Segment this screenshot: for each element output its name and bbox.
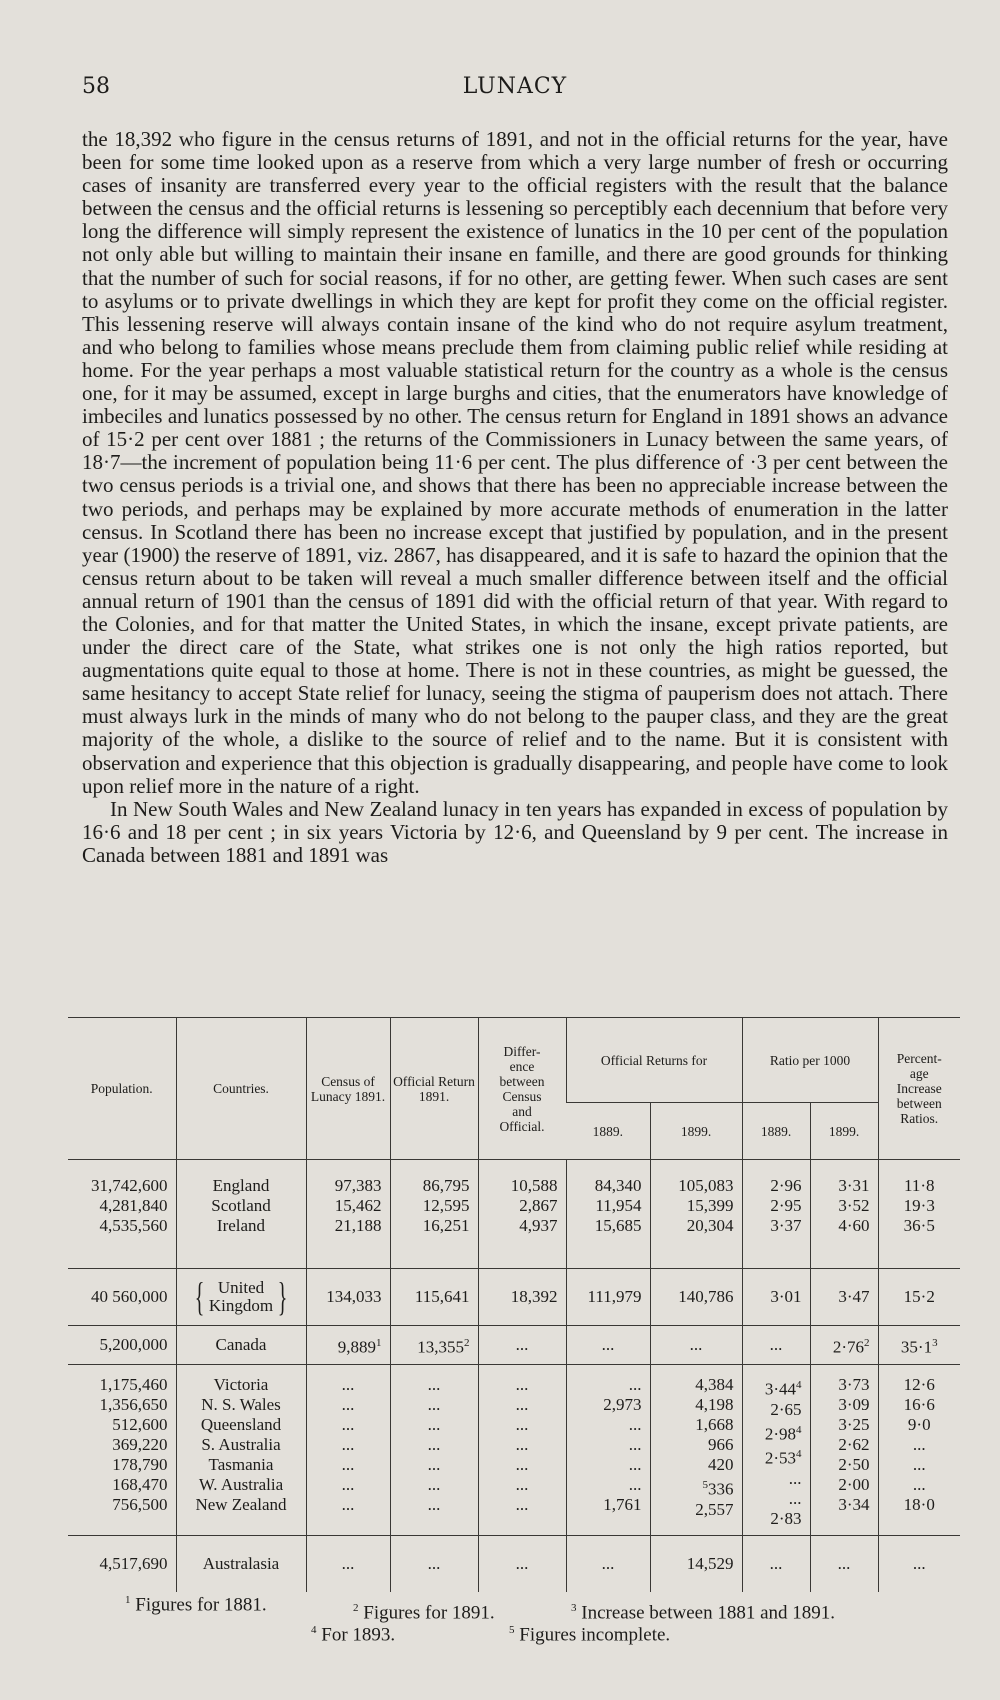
percentage-cell: 15·2 xyxy=(878,1269,960,1326)
ratio-1899-cell: 3·73 3·09 3·25 2·62 2·50 2·00 3·34 xyxy=(810,1365,878,1536)
ratio-value: 2·53 xyxy=(764,1448,796,1468)
difference-cell: ... ... ... ... ... ... ... xyxy=(478,1365,566,1536)
lunacy-statistics-table xyxy=(68,1017,960,1592)
ratio-1889-cell xyxy=(742,1365,810,1536)
header-official: Official Return 1891. xyxy=(390,1018,478,1160)
footnote-mark: 2 xyxy=(864,1336,870,1349)
percentage-value: 35·1 xyxy=(900,1337,933,1357)
ratio-value: 2·83 xyxy=(770,1508,802,1528)
footnote-4 xyxy=(311,1620,395,1645)
footnote-mark: 4 xyxy=(796,1423,802,1436)
footnote-text: Figures incomplete. xyxy=(519,1624,671,1646)
footnote-text: Increase between 1881 and 1891. xyxy=(581,1602,836,1624)
header-census: Census of Lunacy 1891. xyxy=(306,1018,390,1160)
footnote-mark: 4 xyxy=(311,1624,317,1636)
header-ratio: Ratio per 1000 xyxy=(742,1018,878,1103)
footnote-mark: 2 xyxy=(353,1602,359,1614)
footnote-text: For 1893. xyxy=(321,1624,396,1646)
returns-1889-cell: ... xyxy=(566,1326,650,1365)
footnote-mark: 3 xyxy=(571,1602,577,1614)
returns-1899-cell: 140,786 xyxy=(650,1269,742,1326)
footnote-mark: 4 xyxy=(796,1448,802,1461)
footnote-5 xyxy=(509,1620,670,1645)
footnote-mark: 1 xyxy=(125,1594,131,1606)
left-brace: { xyxy=(194,1274,205,1319)
country-cell: Victoria N. S. Wales Queensland S. Australia Tasmania W. Australia New Zealand xyxy=(176,1365,306,1536)
footnote-mark: 5 xyxy=(702,1479,708,1491)
paragraph-2: In New South Wales and New Zealand lunacy in ten years has expanded in excess of population by 16·6 and 18 per cent ; in six years Victoria by 12·6, and Queensland by 9 per cent. The increase in Canada between 1881 and 1891 was xyxy=(82,796,948,867)
difference-cell: 10,588 2,867 4,937 xyxy=(478,1160,566,1269)
table-row xyxy=(68,1269,960,1326)
ratio-1899-cell xyxy=(810,1326,878,1365)
returns-value: 420 xyxy=(708,1455,734,1474)
page-number: 58 xyxy=(82,74,110,99)
returns-1889-cell: ... xyxy=(566,1536,650,1593)
returns-1899-cell: 105,083 15,399 20,304 xyxy=(650,1160,742,1269)
header-returns-1899: 1899. xyxy=(650,1103,742,1160)
country-line-2: Kingdom xyxy=(208,1296,274,1315)
statistics-table xyxy=(68,1017,960,1592)
population-cell: 1,175,460 1,356,650 512,600 369,220 178,790 168,470 756,500 xyxy=(68,1365,176,1536)
returns-1899-cell xyxy=(650,1365,742,1536)
returns-value: 1,668 xyxy=(695,1415,734,1434)
header-ratio-1889: 1889. xyxy=(742,1103,810,1160)
percentage-cell: 12·6 16·6 9·0 ... ... ... 18·0 xyxy=(878,1365,960,1536)
population-cell: 40 560,000 xyxy=(68,1269,176,1326)
returns-1889-cell: ... 2,973 ... ... ... ... 1,761 xyxy=(566,1365,650,1536)
footnote-text: Figures for 1881. xyxy=(135,1594,267,1616)
footnote-mark: 1 xyxy=(376,1336,382,1349)
footnote-mark: 5 xyxy=(509,1624,515,1636)
population-cell: 4,517,690 xyxy=(68,1536,176,1593)
table-row xyxy=(68,1536,960,1593)
census-cell: 134,033 xyxy=(306,1269,390,1326)
country-line-1: United xyxy=(217,1278,265,1297)
right-brace: } xyxy=(277,1274,288,1319)
ratio-value: ... xyxy=(788,1468,802,1488)
population-cell: 5,200,000 xyxy=(68,1326,176,1365)
official-value: 13,355 xyxy=(417,1337,464,1357)
ratio-1889-cell: ... xyxy=(742,1326,810,1365)
difference-cell: 18,392 xyxy=(478,1269,566,1326)
running-title: LUNACY xyxy=(462,74,568,99)
header-ratio-1899: 1899. xyxy=(810,1103,878,1160)
returns-1899-cell: ... xyxy=(650,1326,742,1365)
header-returns-for: Official Returns for xyxy=(566,1018,742,1103)
ratio-value: ... xyxy=(788,1488,802,1508)
ratio-1899-cell: 3·47 xyxy=(810,1269,878,1326)
footnote-mark: 4 xyxy=(796,1379,802,1391)
body-text xyxy=(82,128,948,867)
official-cell xyxy=(390,1326,478,1365)
ratio-value: 2·65 xyxy=(770,1399,802,1419)
ratio-value: 3·44 xyxy=(764,1379,796,1399)
census-cell xyxy=(306,1326,390,1365)
ratio-1899-cell: ... xyxy=(810,1536,878,1593)
ratio-1899-cell: 3·31 3·52 4·60 xyxy=(810,1160,878,1269)
returns-1889-cell: 111,979 xyxy=(566,1269,650,1326)
ratio-value: 2·76 xyxy=(832,1337,864,1357)
country-cell: England Scotland Ireland xyxy=(176,1160,306,1269)
ratio-value: 2·98 xyxy=(764,1424,796,1444)
table-row xyxy=(68,1365,960,1536)
footnote-mark: 3 xyxy=(932,1336,938,1349)
header-difference: Differ- ence between Census and Official. xyxy=(478,1018,566,1160)
census-cell: ... xyxy=(306,1536,390,1593)
header-population: Population. xyxy=(90,1081,153,1096)
ratio-1889-cell: ... xyxy=(742,1536,810,1593)
difference-cell: ... xyxy=(478,1536,566,1593)
percentage-cell: ... xyxy=(878,1536,960,1593)
ratio-1889-cell: 3·01 xyxy=(742,1269,810,1326)
table-row xyxy=(68,1160,960,1269)
official-cell: ... xyxy=(390,1536,478,1593)
returns-1899-cell: 14,529 xyxy=(650,1536,742,1593)
population-cell: 31,742,600 4,281,840 4,535,560 xyxy=(91,1176,168,1235)
difference-cell: ... xyxy=(478,1326,566,1365)
returns-1889-cell: 84,340 11,954 15,685 xyxy=(566,1160,650,1269)
official-cell: 115,641 xyxy=(390,1269,478,1326)
header-returns-1889: 1889. xyxy=(566,1103,650,1160)
footnote-text: Figures for 1891. xyxy=(363,1602,495,1624)
returns-value: 4,198 xyxy=(695,1395,734,1414)
returns-value: 2,557 xyxy=(695,1499,734,1519)
percentage-cell: 11·8 19·3 36·5 xyxy=(878,1160,960,1269)
census-cell: 97,383 15,462 21,188 xyxy=(306,1160,390,1269)
official-cell: ... ... ... ... ... ... ... xyxy=(390,1365,478,1536)
table-row xyxy=(68,1326,960,1365)
country-cell xyxy=(176,1269,306,1326)
header-percentage: Percent- age Increase between Ratios. xyxy=(878,1018,960,1160)
brace-group xyxy=(190,1274,293,1319)
footnote-mark: 2 xyxy=(464,1336,470,1349)
country-name xyxy=(209,1279,273,1315)
census-value: 9,889 xyxy=(337,1337,376,1357)
ratio-1889-cell: 2·96 2·95 3·37 xyxy=(742,1160,810,1269)
official-cell: 86,795 12,595 16,251 xyxy=(390,1160,478,1269)
returns-value: 4,384 xyxy=(695,1375,734,1394)
header-countries: Countries. xyxy=(176,1018,306,1160)
census-cell: ... ... ... ... ... ... ... xyxy=(306,1365,390,1536)
returns-value: 336 xyxy=(708,1479,734,1499)
page-header xyxy=(82,74,948,104)
country-cell: Canada xyxy=(176,1326,306,1365)
returns-value: 966 xyxy=(708,1435,734,1454)
paragraph-1: the 18,392 who figure in the census returns of 1891, and not in the official returns for the year, have been for some time looked upon as a reserve from which a very large number of fresh or occurring cases of insanity are transferred every year to the official registers with the result that the balance between the census and the official returns is lessening so perceptibly each decennium that before very long the difference will simply represent the existence of lunatics in the 10 per cent of the population not only able but willing to maintain their insane en famille, and there are good grounds for thinking that the number of such for social reasons, if for no other, are getting fewer. When such cases are sent to asylums or to private dwellings in which they are kept for profit they come on the official register. This lessening reserve will always contain insane of the kind who do not require asylum treatment, and who belong to families whose means preclude them from claiming public relief while residing at home. For the year perhaps a most valuable statistical return for the country as a whole is the census one, for it may be assumed, except in large burghs and cities, that the enumerators have knowledge of imbeciles and lunatics possessed by no other. The census return for England in 1891 shows an advance of 15·2 per cent over 1881 ; the returns of the Commissioners in Lunacy between the same years, of 18·7—the increment of population being 11·6 per cent. The plus difference of ·3 per cent between the two census periods is a trivial one, and shows that there has been no appreciable increase between the two periods, and perhaps may be explained by more accurate methods of enumeration in the latter census. In Scotland there has been no increase except that justified by population, and in the present year (1900) the reserve of 1891, viz. 2867, has disappeared, and it is safe to hazard the opinion that the census return about to be taken will reveal a much smaller difference between itself and the official annual return of 1901 than the census of 1891 did with the official return of that year. With regard to the Colonies, and for that matter the United States, in which the insane, except private patients, are under the direct care of the State, what strikes one is not only the high ratios reported, but augmentations quite equal to those at home. There is not in these countries, as might be guessed, the same hesitancy to accept State relief for lunacy, seeing the stigma of pauperism does not attach. There must always lurk in the minds of many who do not belong to the pauper class, and they are the great majority of the whole, a dislike to the source of relief and to the name. But it is consistent with observation and experience that this objection is gradually disappearing, and people have come to look upon relief more in the nature of a right. xyxy=(82,127,948,798)
percentage-cell xyxy=(878,1326,960,1365)
country-cell: Australasia xyxy=(176,1536,306,1593)
footnote-1 xyxy=(125,1590,267,1615)
